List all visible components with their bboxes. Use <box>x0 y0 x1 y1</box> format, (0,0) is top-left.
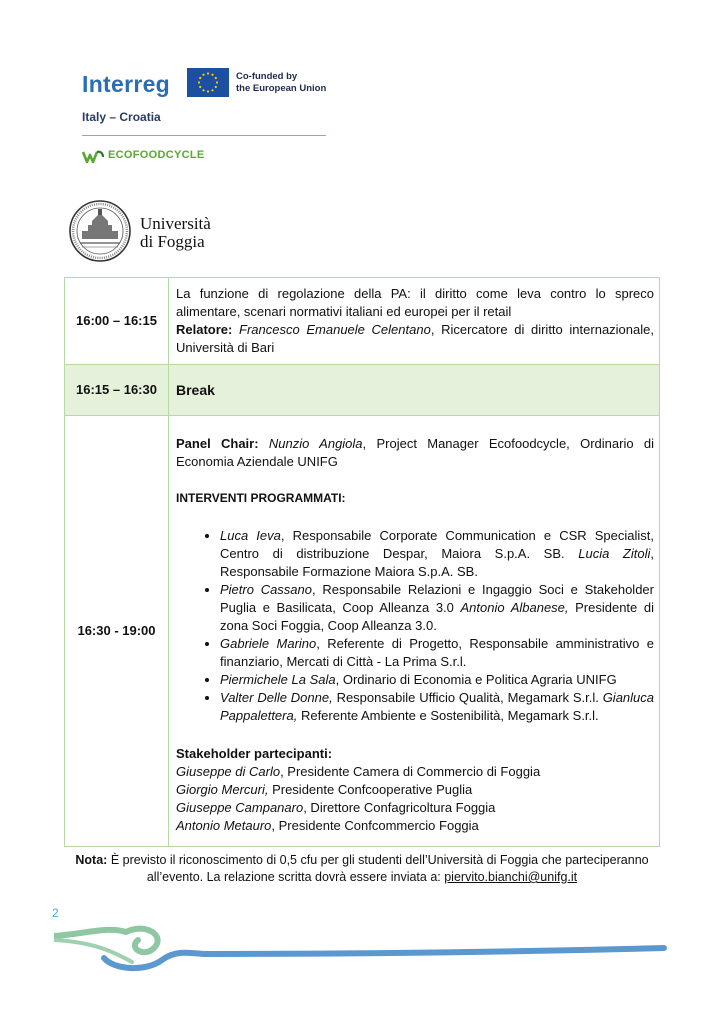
agenda-table <box>64 277 660 847</box>
note-label: Nota: <box>75 853 108 867</box>
interventi-heading: INTERVENTI PROGRAMMATI: <box>176 491 346 505</box>
ecofoodcycle-logo-icon <box>82 149 104 163</box>
page-number: 2 <box>52 906 59 920</box>
panel-chair-name: Nunzio Angiola <box>268 436 363 451</box>
speaker-role: , Ordinario di Economia e Politica Agraria UNIFG <box>335 672 617 687</box>
session-title: La funzione di regolazione della PA: il diritto come leva contro lo spreco alimentare, scenari normativi italiani ed europei per il retail <box>176 286 654 319</box>
list-item <box>220 671 654 689</box>
speaker-label: Relatore: <box>176 322 233 337</box>
interreg-logo-text: Interreg <box>82 71 171 97</box>
speaker-role: , Responsabile Formazione Maiora S.p.A. SB. <box>220 546 655 579</box>
stakeholder-name: Antonio Metauro <box>176 818 272 833</box>
cofunded-label <box>236 71 326 95</box>
speaker-role: Presidente di zona Soci Foggia, Coop Alleanza 3.0. <box>220 600 654 633</box>
stakeholder-name: Giorgio Mercuri, <box>176 782 269 797</box>
speaker-name: Francesco Emanuele Celentano <box>239 322 431 337</box>
session-cell <box>169 365 660 416</box>
note-paragraph <box>64 852 660 886</box>
university-name-line-1: Università <box>140 214 211 233</box>
stakeholder-role: Presidente Confcooperative Puglia <box>268 782 473 797</box>
region-label: Italy – Croatia <box>82 110 161 124</box>
stakeholder-role: , Direttore Confagricoltura Foggia <box>303 800 496 815</box>
speaker-line <box>176 321 654 357</box>
cofunded-line-1: Co-funded by <box>236 71 298 82</box>
speaker-role: Responsabile Ufficio Qualità, Megamark S.r.l. <box>332 690 603 705</box>
speakers-list <box>176 527 654 725</box>
university-name-line-2: di Foggia <box>140 232 205 251</box>
speaker-name: Valter Delle Donne, <box>220 690 333 705</box>
speaker-role: , Ricercatore di diritto internazionale, Università di Bari <box>176 322 654 355</box>
speaker-name: Gabriele Marino <box>220 636 317 651</box>
time-cell: 16:15 – 16:30 <box>65 365 169 416</box>
stakeholder-item <box>176 817 654 835</box>
list-item <box>220 635 654 671</box>
stakeholder-role: , Presidente Camera di Commercio di Foggia <box>280 764 541 779</box>
session-cell <box>169 416 660 847</box>
speaker-role: Referente Ambiente e Sostenibilità, Megamark S.r.l. <box>297 708 599 723</box>
panel-chair-label: Panel Chair: <box>176 436 259 451</box>
speaker-role: , Responsabile Corporate Communication e CSR Specialist, Centro di distribuzione Despar, Maiora S.p.A. SB. <box>220 528 655 561</box>
list-item <box>220 581 654 635</box>
stakeholder-heading: Stakeholder partecipanti: <box>176 746 333 761</box>
stakeholder-item <box>176 799 654 817</box>
eu-flag-icon <box>187 68 229 97</box>
session-cell <box>169 278 660 365</box>
speaker-role: , Responsabile Relazioni e Ingaggio Soci e Stakeholder Puglia e Basilicata, Coop Alleanza 3.0 <box>220 582 654 615</box>
speaker-name: Piermichele La Sala <box>220 672 336 687</box>
panel-chair-line <box>176 435 654 471</box>
stakeholder-item <box>176 763 654 781</box>
note-text: È previsto il riconoscimento di 0,5 cfu per gli studenti dell’Università di Foggia che parteciperanno <box>107 853 649 867</box>
table-row <box>65 416 660 847</box>
table-row <box>65 278 660 365</box>
list-item <box>220 689 654 725</box>
break-label: Break <box>176 381 215 398</box>
footer-wave-icon <box>54 918 670 974</box>
speaker-name: Pietro Cassano <box>220 582 312 597</box>
header-divider <box>82 135 326 136</box>
note-text: all’evento. La relazione scritta dovrà essere inviata a: <box>146 870 445 884</box>
speaker-role: , Referente di Progetto, Responsabile amministrativo e finanziario, Mercati di Città - La Prima S.r.l. <box>220 636 654 669</box>
cofunded-line-2: the European Union <box>236 83 327 94</box>
speaker-name: Gianluca Pappalettera, <box>220 690 654 723</box>
university-seal-icon <box>68 199 132 263</box>
time-cell: 16:30 - 19:00 <box>65 416 169 847</box>
note-line-2 <box>64 869 660 886</box>
university-name <box>140 215 211 251</box>
list-item <box>220 527 654 581</box>
email-link[interactable]: piervito.bianchi@unifg.it <box>444 870 578 884</box>
speaker-name: Lucia Zitoli <box>578 546 651 561</box>
time-cell: 16:00 – 16:15 <box>65 278 169 365</box>
panel-chair-role: , Project Manager Ecofoodcycle, Ordinario di Economia Aziendale UNIFG <box>176 436 654 469</box>
speaker-name: Antonio Albanese, <box>460 600 569 615</box>
stakeholder-name: Giuseppe Campanaro <box>176 800 304 815</box>
table-row <box>65 365 660 416</box>
speaker-name: Luca Ieva <box>220 528 281 543</box>
stakeholder-name: Giuseppe di Carlo <box>176 764 281 779</box>
stakeholder-role: , Presidente Confcommercio Foggia <box>271 818 479 833</box>
note-line-1 <box>64 852 660 869</box>
stakeholder-item <box>176 781 654 799</box>
project-name: ECOFOODCYCLE <box>108 149 205 161</box>
